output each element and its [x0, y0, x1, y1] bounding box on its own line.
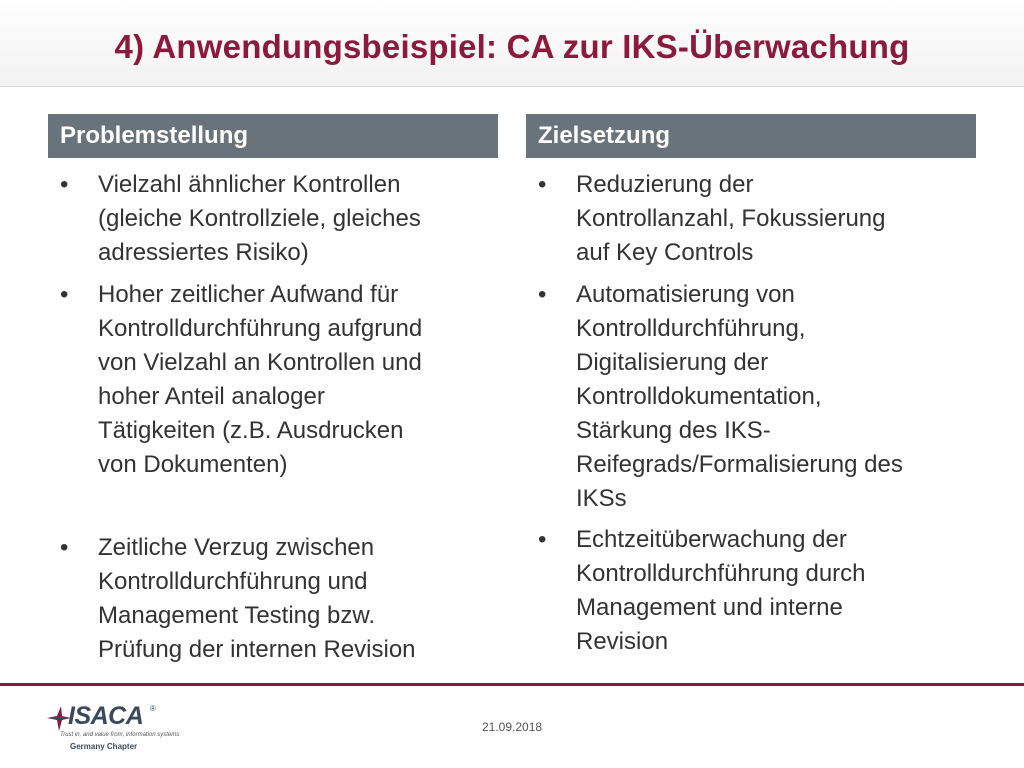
list-item: • Zeitliche Verzug zwischen Kontrolldurchführung und Management Testing bzw. Prüfung der internen Revision — [48, 531, 498, 667]
column-header-problemstellung: Problemstellung — [48, 114, 498, 158]
bullet-icon: • — [538, 171, 547, 198]
footer-divider — [0, 683, 1024, 686]
bullet-icon: • — [538, 281, 547, 308]
bullet-icon: • — [538, 526, 547, 553]
zielsetzung-list — [526, 168, 976, 659]
slide-title: 4) Anwendungsbeispiel: CA zur IKS-Überwachung — [114, 28, 910, 65]
title-bar — [0, 0, 1024, 87]
list-item: • Hoher zeitlicher Aufwand für Kontrolldurchführung aufgrund von Vielzahl an Kontrollen und hoher Anteil analoger Tätigkeiten (z.B. Ausdrucken von Dokumenten) — [48, 278, 498, 482]
bullet-icon: • — [60, 171, 69, 198]
bullet-icon: • — [60, 534, 69, 561]
list-item: • Reduzierung der Kontrollanzahl, Fokussierung auf Key Controls — [526, 168, 976, 270]
bullet-icon: • — [60, 281, 69, 308]
footer-date: 21.09.2018 — [482, 720, 543, 734]
logo-chapter: Germany Chapter — [70, 742, 138, 751]
problemstellung-list — [48, 168, 498, 667]
logo-registered: ® — [150, 704, 156, 713]
isaca-logo — [46, 700, 180, 760]
logo-name: ISACA — [68, 702, 144, 730]
column-header-zielsetzung: Zielsetzung — [526, 114, 976, 158]
list-item: • Echtzeitüberwachung der Kontrolldurchführung durch Management und interne Revision — [526, 523, 976, 659]
logo-tagline: Trust in, and value from, information systems — [60, 732, 180, 738]
list-item: • Automatisierung von Kontrolldurchführung, Digitalisierung der Kontrolldokumentation, Stärkung des IKS- Reifegrads/Formalisierung des IKSs — [526, 278, 976, 516]
list-item: • Vielzahl ähnlicher Kontrollen (gleiche Kontrollziele, gleiches adressiertes Risiko) — [48, 168, 498, 270]
